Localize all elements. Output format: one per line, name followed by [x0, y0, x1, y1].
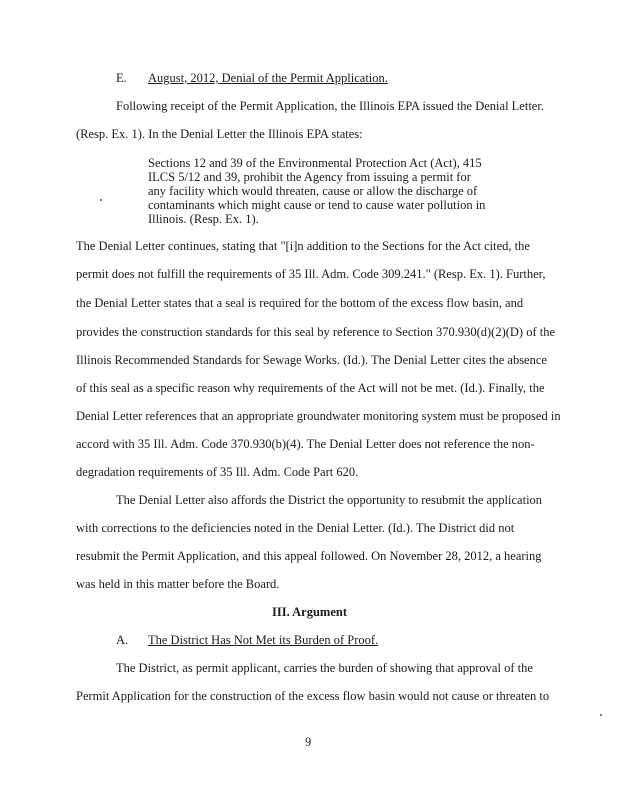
quote-line1: Sections 12 and 39 of the Environmental Protection Act (Act), 415	[148, 156, 482, 170]
para3-line3: resubmit the Permit Application, and this appeal followed. On November 28, 2012, a hearing	[76, 549, 542, 563]
section-a-heading: The District Has Not Met its Burden of Proof.	[148, 633, 379, 647]
para1-line2: (Resp. Ex. 1). In the Denial Letter the Illinois EPA states:	[76, 127, 363, 141]
page-number: 9	[305, 735, 312, 749]
para2-line2: permit does not fulfill the requirements of 35 Ill. Adm. Code 309.241." (Resp. Ex. 1). Further,	[76, 267, 546, 281]
para2-line9: degradation requirements of 35 Ill. Adm. Code Part 620.	[76, 465, 359, 479]
section-iii-heading: III. Argument	[272, 605, 348, 619]
para3-line2: with corrections to the deficiencies noted in the Denial Letter. (Id.). The District did not	[76, 521, 515, 535]
section-e-heading: August, 2012, Denial of the Permit Application.	[148, 71, 388, 85]
para2-line3: the Denial Letter states that a seal is required for the bottom of the excess flow basin, and	[76, 296, 524, 310]
quote-line2: ILCS 5/12 and 39, prohibit the Agency from issuing a permit for	[148, 170, 471, 184]
section-e-letter: E.	[116, 71, 127, 85]
scan-speck	[600, 714, 602, 716]
quote-line4: contaminants which might cause or tend to cause water pollution in	[148, 198, 486, 212]
para2-line5: Illinois Recommended Standards for Sewage Works. (Id.). The Denial Letter cites the absence	[76, 353, 547, 367]
para1-line1: Following receipt of the Permit Application, the Illinois EPA issued the Denial Letter.	[116, 99, 544, 113]
para3-line4: was held in this matter before the Board.	[76, 577, 280, 591]
para2-line7: Denial Letter references that an appropriate groundwater monitoring system must be proposed in	[76, 409, 561, 423]
para2-line4: provides the construction standards for this seal by reference to Section 370.930(d)(2)(D) of the	[76, 325, 556, 339]
para2-line1: The Denial Letter continues, stating that "[i]n addition to the Sections for the Act cited, the	[76, 239, 530, 253]
para3-line1: The Denial Letter also affords the District the opportunity to resubmit the application	[116, 493, 543, 507]
section-a-letter: A.	[116, 633, 129, 647]
quote-line5: Illinois. (Resp. Ex. 1).	[148, 212, 259, 226]
scan-speck	[100, 199, 102, 201]
quote-line3: any facility which would threaten, cause or allow the discharge of	[148, 184, 478, 198]
para4-line2: Permit Application for the construction of the excess flow basin would not cause or threaten to	[76, 689, 550, 703]
para2-line8: accord with 35 Ill. Adm. Code 370.930(b)(4). The Denial Letter does not reference the non-	[76, 437, 535, 451]
para4-line1: The District, as permit applicant, carries the burden of showing that approval of the	[116, 661, 533, 675]
para2-line6: of this seal as a specific reason why requirements of the Act will not be met. (Id.). Finally, the	[76, 381, 545, 395]
